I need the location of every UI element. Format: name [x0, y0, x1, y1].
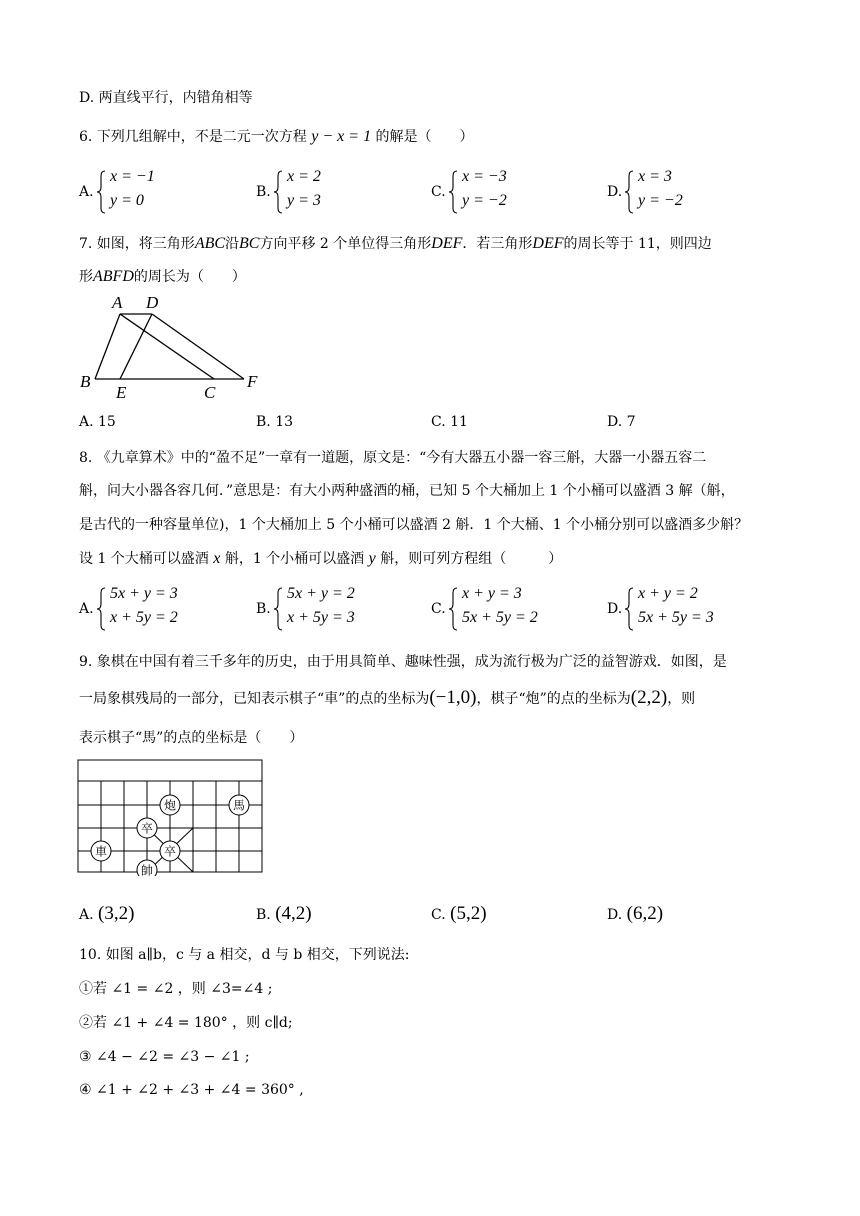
q6-d-row2: y = −2 — [638, 192, 683, 209]
q6-d-row1: x = 3 — [638, 168, 672, 185]
q6-option-d-label: D. — [607, 184, 623, 200]
q8-option-a-label: A. — [79, 601, 94, 617]
ju-label: 車 — [94, 844, 108, 859]
q6-stem-a: 6. 下列几组解中，不是二元一次方程 — [79, 129, 307, 145]
q8-line1: 8. 《九章算术》中的“盈不足”一章有一道题，原文是：“今有大器五小器一容三斛，大器一小器五容二 — [79, 450, 707, 466]
q7-option-c: C. 11 — [431, 414, 468, 430]
q10-item-1: ①若 ∠1 = ∠2 ，则 ∠3=∠4 ; — [79, 981, 273, 997]
q9-c-value: (5,2) — [450, 903, 487, 924]
q8-d-row2: 5x + 5y = 3 — [638, 609, 714, 626]
brace-icon — [96, 170, 106, 214]
q8-option-d-label: D. — [607, 601, 623, 617]
q9-d-label: D. — [607, 907, 623, 923]
q8-d-row1: x + y = 2 — [638, 585, 698, 602]
q8-b-row1: 5x + y = 2 — [287, 585, 355, 602]
q8-line4 — [79, 549, 562, 569]
q10-item-4: ④ ∠1 + ∠2 + ∠3 + ∠4 = 360° , — [79, 1082, 304, 1098]
brace-icon — [624, 170, 634, 214]
q9-text: ，则 — [667, 691, 696, 707]
q9-a-value: (3,2) — [98, 903, 135, 924]
q8-a-row1: 5x + y = 3 — [110, 585, 178, 602]
q7-text: 的周长为（ ） — [133, 269, 246, 285]
q6-equation: y − x = 1 — [311, 128, 372, 145]
q9-coord-pao: (2,2) — [630, 687, 668, 708]
q7-option-d: D. 7 — [607, 414, 636, 430]
q7-text: 沿 — [225, 236, 240, 252]
brace-icon — [448, 170, 458, 214]
q7-label-c: C — [204, 383, 216, 402]
q7-option-b: B. 13 — [256, 414, 294, 430]
q8-text: 斛，则可列方程组（ ） — [380, 551, 563, 567]
q7-label-e: E — [116, 383, 127, 402]
q9-coord-ju: (−1,0) — [429, 687, 477, 708]
q7-abfd: ABFD — [93, 268, 134, 285]
q6-c-row1: x = −3 — [462, 168, 507, 185]
q7-stem-line1 — [79, 234, 712, 254]
q8-line3: 是古代的一种容量单位)，1 个大桶加上 5 个小桶可以盛酒 2 斛．1 个大桶、1 个小桶分别可以盛酒多少斛？ — [79, 517, 749, 533]
q9-a-label: A. — [79, 907, 94, 923]
q7-text: 形 — [79, 269, 93, 285]
q9-line2 — [79, 688, 695, 709]
q8-a-row2: x + 5y = 2 — [110, 609, 178, 626]
q6-stem — [79, 127, 474, 147]
q8-c-row1: x + y = 3 — [462, 585, 522, 602]
q9-chess-board — [76, 758, 266, 876]
q9-b-value: (4,2) — [275, 903, 312, 924]
q7-text: 方向平移 2 个单位得三角形 — [259, 236, 432, 252]
q9-text: 一局象棋残局的一部分，已知表示棋子“車”的点的坐标为 — [79, 691, 430, 707]
q7-def: DEF — [532, 235, 564, 252]
q8-option-c-label: C. — [431, 601, 446, 617]
q9-option-b — [256, 903, 312, 925]
q8-b-row2: x + 5y = 3 — [287, 609, 355, 626]
q9-option-a — [79, 903, 134, 925]
q7-bc: BC — [239, 235, 260, 252]
q5-option-d: D. 两直线平行，内错角相等 — [79, 90, 253, 106]
brace-icon — [273, 587, 283, 631]
brace-icon — [273, 170, 283, 214]
q8-text: 斛，1 个小桶可以盛酒 — [224, 551, 365, 567]
pao-label: 炮 — [163, 798, 177, 813]
q6-option-a-label: A. — [79, 184, 94, 200]
q6-a-row1: x = −1 — [110, 168, 155, 185]
q7-translation-figure — [72, 292, 272, 404]
q7-label-b: B — [80, 372, 91, 391]
q9-line3: 表示棋子“馬”的点的坐标是（ ） — [79, 730, 304, 746]
brace-icon — [448, 587, 458, 631]
ma-label: 馬 — [232, 798, 246, 813]
q6-a-row2: y = 0 — [110, 192, 144, 209]
q10-item-3: ③ ∠4 − ∠2 = ∠3 − ∠1 ; — [79, 1049, 250, 1065]
q6-stem-b: 的解是（ ） — [375, 129, 474, 145]
zu1-label: 卒 — [140, 821, 154, 836]
q9-line1: 9. 象棋在中国有着三千多年的历史，由于用具简单、趣味性强，成为流行极为广泛的益智游戏．如图，是 — [79, 654, 727, 670]
q8-option-b-label: B. — [256, 601, 271, 617]
shuai-label: 帥 — [140, 863, 154, 876]
q8-var-y: y — [368, 550, 376, 567]
q8-var-x: x — [213, 550, 221, 567]
q9-b-label: B. — [256, 907, 271, 923]
q7-text: ．若三角形 — [462, 236, 533, 252]
q6-option-b-label: B. — [256, 184, 271, 200]
q8-line2: 斛，问大小器各容几何．”意思是：有大小两种盛酒的桶，已知 5 个大桶加上 1 个小桶可以盛酒 3 解（斛， — [79, 483, 735, 499]
brace-icon — [624, 587, 634, 631]
q7-label-d: D — [146, 293, 159, 312]
q10-item-2: ②若 ∠1 + ∠4 = 180° ，则 c∥d; — [79, 1015, 293, 1031]
q7-text: 7. 如图，将三角形 — [79, 236, 195, 252]
q7-label-a: A — [112, 293, 123, 312]
q9-c-label: C. — [431, 907, 446, 923]
q7-label-f: F — [247, 372, 258, 391]
q6-c-row2: y = −2 — [462, 192, 507, 209]
q9-option-d — [607, 903, 663, 925]
q6-b-row2: y = 3 — [287, 192, 321, 209]
q7-text: 的周长等于 11，则四边 — [563, 236, 712, 252]
q7-abc: ABC — [194, 235, 226, 252]
brace-icon — [96, 587, 106, 631]
q7-stem-line2 — [79, 267, 246, 287]
q9-option-c — [431, 903, 487, 925]
q9-d-value: (6,2) — [626, 903, 664, 924]
q7-def: DEF — [431, 235, 463, 252]
zu2-label: 卒 — [163, 844, 177, 859]
q9-text: ，棋子“炮”的点的坐标为 — [476, 691, 631, 707]
q8-text: 设 1 个大桶可以盛酒 — [79, 551, 209, 567]
q6-option-c-label: C. — [431, 184, 446, 200]
q10-stem: 10. 如图 a∥b，c 与 a 相交，d 与 b 相交，下列说法: — [79, 947, 410, 963]
q8-c-row2: 5x + 5y = 2 — [462, 609, 538, 626]
q6-b-row1: x = 2 — [287, 168, 321, 185]
q7-option-a: A. 15 — [79, 414, 116, 430]
